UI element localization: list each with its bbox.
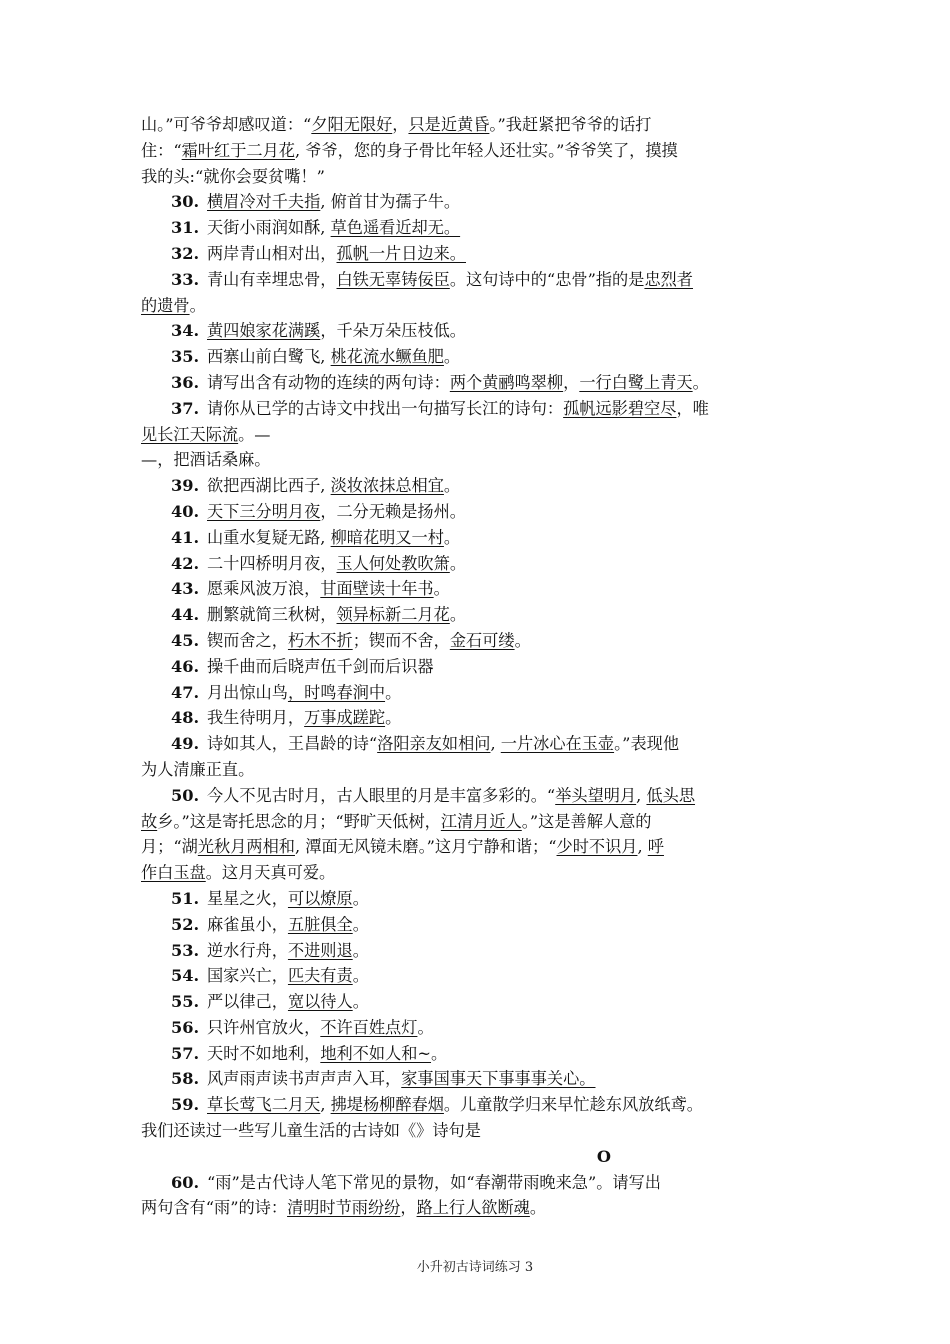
- question-text: 星星之火，: [207, 888, 288, 908]
- text-line: [141, 886, 811, 912]
- text-line: [141, 241, 811, 267]
- answer-text: 两个黄鹂鸣翠柳: [449, 372, 564, 392]
- item-number: 47.: [171, 682, 200, 702]
- question-text: 我的头:“就你会耍贫嘴！”: [141, 166, 325, 186]
- answer-text: 拂堤杨柳醉春烟: [330, 1095, 444, 1115]
- item-number: 42.: [171, 553, 200, 573]
- text-line: [141, 783, 811, 809]
- text-line: [141, 912, 811, 938]
- text-line: [141, 473, 811, 499]
- answer-text: 清明时节雨纷纷: [287, 1198, 401, 1218]
- question-text: 我生待明月，: [207, 708, 305, 728]
- item-number: 30.: [171, 192, 200, 212]
- question-text: 。: [385, 708, 402, 728]
- answer-text: 朽木不折: [287, 630, 353, 650]
- question-text: 。: [433, 579, 450, 599]
- item-number: 49.: [171, 734, 200, 754]
- text-line: [141, 1118, 811, 1144]
- answer-text: 孤帆一片日边来。: [336, 243, 466, 263]
- question-text: , 俯首甘为孺子牛。: [320, 192, 461, 212]
- item-number: 54.: [171, 966, 200, 986]
- question-text: 天街小雨润如酥,: [207, 218, 331, 238]
- question-text: 。: [417, 1017, 434, 1037]
- item-number: 45.: [171, 630, 200, 650]
- question-text: 二十四桥明月夜，: [207, 553, 337, 573]
- question-text: 。: [352, 992, 369, 1012]
- answer-text: 洛阳亲友如相问: [377, 734, 491, 754]
- question-text: 只许州官放火，: [207, 1017, 321, 1037]
- item-number: 36.: [171, 372, 200, 392]
- question-text: 严以律己，: [207, 992, 288, 1012]
- text-line: [141, 731, 811, 757]
- question-text: ，千朵万朵压枝低。: [320, 321, 466, 341]
- text-line: [141, 396, 811, 422]
- answer-text: 草长莺飞二月天: [207, 1095, 321, 1115]
- text-line: [141, 628, 811, 654]
- answer-text: 横眉冷对千夫指: [207, 192, 321, 212]
- question-text: 我们还读过一些写儿童生活的古诗如《》诗句是: [141, 1121, 481, 1141]
- question-text: ,: [320, 1095, 331, 1115]
- text-line: [141, 1015, 811, 1041]
- answer-text: 一片冰心在玉壶: [500, 734, 615, 754]
- text-line: [141, 344, 811, 370]
- question-text: 风声雨声读书声声声入耳，: [207, 1069, 402, 1089]
- answer-text: 只是近黄昏: [408, 115, 490, 134]
- question-text: 欲把西湖比西子,: [207, 476, 331, 496]
- item-number: 39.: [171, 476, 200, 496]
- question-text: 今人不见古时月，古人眼里的月是丰富多彩的。“: [207, 785, 556, 805]
- question-text: 国家兴亡，: [207, 966, 288, 986]
- question-text: 天时不如地利，: [207, 1043, 321, 1063]
- text-line: [141, 680, 811, 706]
- question-text: ；锲而不舍，: [352, 630, 450, 650]
- item-number: 46.: [171, 656, 200, 676]
- item-number: 52.: [171, 914, 200, 934]
- question-text: ，唯: [676, 398, 709, 418]
- question-text: 。: [431, 1043, 448, 1063]
- question-text: O: [596, 1146, 611, 1166]
- question-text: ，二分无赖是扬州。: [320, 501, 466, 521]
- answer-text: 见长江天际流: [141, 424, 239, 444]
- text-line: [141, 189, 811, 215]
- question-text: 山。”可爷爷却感叹道：“: [141, 115, 312, 134]
- item-number: 59.: [171, 1095, 200, 1115]
- question-text: 。: [443, 476, 461, 496]
- question-text: 。: [449, 605, 466, 625]
- text-line: [141, 164, 811, 190]
- text-line: [141, 1144, 811, 1170]
- question-text: 逆水行舟，: [207, 940, 288, 960]
- text-line: [141, 989, 811, 1015]
- text-line: [141, 834, 811, 860]
- question-text: 。儿童散学归来早忙趁东风放纸鸢。: [443, 1095, 703, 1115]
- answer-text: 甘面壁读十年书: [320, 579, 434, 599]
- answer-text: 柳暗花明又一村: [330, 527, 444, 547]
- text-line: [141, 293, 811, 319]
- question-text: 愿乘风波万浪，: [207, 579, 321, 599]
- answer-text: 江清月近人: [440, 811, 522, 831]
- answer-text: 地利不如人和~: [320, 1043, 432, 1063]
- answer-text: ，时鸣春涧中: [287, 682, 386, 702]
- question-text: 。: [352, 914, 369, 934]
- answer-text: 五脏俱全: [287, 914, 353, 934]
- question-text: —，把酒话桑麻。: [141, 450, 271, 470]
- text-line: [141, 112, 811, 138]
- question-text: 操千曲而后晓声伍千剑而后识器: [207, 656, 434, 676]
- question-text: ,: [490, 734, 501, 754]
- question-text: ，: [392, 115, 409, 134]
- text-line: [141, 447, 811, 473]
- question-text: 。: [449, 553, 466, 573]
- question-text: 。”表现他: [614, 734, 680, 754]
- answer-text: 家事国事天下事事事关心。: [401, 1069, 596, 1089]
- item-number: 43.: [171, 579, 200, 599]
- text-line: [141, 860, 811, 886]
- answer-text: 可以燎原: [287, 888, 353, 908]
- item-number: 48.: [171, 708, 200, 728]
- text-line: [141, 525, 811, 551]
- answer-text: 领异标新二月花: [336, 605, 450, 625]
- question-text: ,: [636, 785, 647, 805]
- answer-text: 金石可缕: [449, 630, 515, 650]
- text-line: [141, 370, 811, 396]
- text-line: [141, 318, 811, 344]
- item-number: 60.: [171, 1172, 200, 1192]
- question-text: 。”这是善解人意的: [521, 811, 652, 831]
- item-number: 32.: [171, 243, 200, 263]
- answer-text: 夕阳无限好: [311, 115, 393, 134]
- question-text: ,: [637, 837, 648, 857]
- answer-text: 白铁无辜铸佞臣: [336, 269, 450, 289]
- page-footer: 小升初古诗词练习 3: [416, 1260, 534, 1275]
- answer-text: 匹夫有责: [287, 966, 353, 986]
- question-text: 。: [692, 372, 709, 392]
- question-text: 乡。”这是寄托思念的月；“野旷天低树，: [157, 811, 441, 831]
- question-text: 。: [352, 888, 369, 908]
- item-number: 58.: [171, 1069, 200, 1089]
- question-text: 青山有幸埋忠骨，: [207, 269, 337, 289]
- document-body: [141, 112, 811, 1221]
- question-text: , 爷爷，您的身子骨比年轻人还壮实。”爷爷笑了，摸摸: [294, 140, 678, 160]
- question-text: 两句含有“雨”的诗：: [141, 1198, 288, 1218]
- answer-text: 少时不识月: [556, 837, 638, 857]
- answer-text: 万事成蹉跎: [304, 708, 386, 728]
- question-text: “雨”是古代诗人笔下常见的景物，如“春潮带雨晚来急”。请写出: [207, 1172, 661, 1192]
- answer-text: 作白玉盘: [141, 863, 206, 883]
- text-line: [141, 1092, 811, 1118]
- item-number: 44.: [171, 605, 200, 625]
- question-text: 。: [352, 940, 369, 960]
- answer-text: 一行白鹭上青天: [579, 372, 693, 392]
- item-number: 40.: [171, 501, 200, 521]
- question-text: 。: [529, 1198, 547, 1218]
- answer-text: 孤帆远影碧空尽: [563, 398, 677, 418]
- answer-text: 不许百姓点灯: [320, 1017, 418, 1037]
- answer-text: 黄四娘家花满蹊: [207, 321, 321, 341]
- text-line: [141, 1066, 811, 1092]
- text-line: [141, 267, 811, 293]
- item-number: 31.: [171, 218, 200, 238]
- question-text: 月；“湖: [141, 837, 198, 857]
- answer-text: 不进则退: [287, 940, 353, 960]
- question-text: 。: [443, 527, 461, 547]
- text-line: [141, 705, 811, 731]
- question-text: , 潭面无风镜未磨。”这月宁静和谐；“: [294, 837, 557, 857]
- text-line: [141, 1041, 811, 1067]
- text-line: [141, 809, 811, 835]
- text-line: [141, 757, 811, 783]
- question-text: 。: [385, 682, 402, 702]
- answer-text: 路上行人欲断魂: [416, 1198, 530, 1218]
- item-number: 57.: [171, 1043, 200, 1063]
- question-text: 请写出含有动物的连续的两句诗：: [207, 372, 450, 392]
- question-text: 西寨山前白鹭飞,: [207, 347, 331, 367]
- item-number: 55.: [171, 992, 200, 1012]
- question-text: 两岸青山相对出，: [207, 243, 337, 263]
- question-text: 。: [189, 295, 206, 315]
- text-line: [141, 576, 811, 602]
- question-text: 删繁就简三秋树，: [207, 605, 337, 625]
- item-number: 33.: [171, 269, 200, 289]
- answer-text: 淡妆浓抹总相宜: [330, 476, 444, 496]
- answer-text: 草色遥看近却无。: [330, 218, 461, 238]
- question-text: 。这月天真可爱。: [205, 863, 336, 883]
- answer-text: 的遗骨: [141, 295, 190, 315]
- text-line: [141, 138, 811, 164]
- question-text: 。: [443, 347, 461, 367]
- item-number: 37.: [171, 398, 200, 418]
- item-number: 50.: [171, 785, 200, 805]
- question-text: 诗如其人，王昌龄的诗“: [207, 734, 378, 754]
- item-number: 35.: [171, 347, 200, 367]
- question-text: 为人清廉正直。: [141, 759, 255, 779]
- question-text: 锲而舍之，: [207, 630, 288, 650]
- question-text: 住：“: [141, 140, 182, 160]
- text-line: [141, 1195, 811, 1221]
- text-line: [141, 1170, 811, 1196]
- question-text: 麻雀虽小，: [207, 914, 288, 934]
- answer-text: 举头望明月: [555, 785, 637, 805]
- item-number: 51.: [171, 888, 200, 908]
- item-number: 53.: [171, 940, 200, 960]
- question-text: 月出惊山鸟: [207, 682, 288, 702]
- text-line: [141, 499, 811, 525]
- text-line: [141, 654, 811, 680]
- text-line: [141, 215, 811, 241]
- question-text: 。这句诗中的“忠骨”指的是: [449, 269, 645, 289]
- question-text: ，: [563, 372, 580, 392]
- answer-text: 玉人何处教吹箫: [336, 553, 450, 573]
- answer-text: 忠烈者: [644, 269, 693, 289]
- question-text: 。: [352, 966, 369, 986]
- answer-text: 低头思: [646, 785, 696, 805]
- item-number: 41.: [171, 527, 200, 547]
- text-line: [141, 938, 811, 964]
- item-number: 34.: [171, 321, 200, 341]
- text-line: [141, 602, 811, 628]
- text-line: [141, 963, 811, 989]
- answer-text: 光秋月两相和: [197, 837, 295, 857]
- answer-text: 呼: [647, 837, 664, 857]
- answer-text: 霜叶红于二月花: [181, 140, 295, 160]
- item-number: 56.: [171, 1017, 200, 1037]
- answer-text: 桃花流水鳜鱼肥: [330, 347, 444, 367]
- text-line: [141, 551, 811, 577]
- question-text: ，: [400, 1198, 417, 1218]
- answer-text: 宽以待人: [287, 992, 353, 1012]
- answer-text: 天下三分明月夜: [207, 501, 321, 521]
- question-text: 。”我赶紧把爷爷的话打: [489, 115, 652, 134]
- question-text: 山重水复疑无路,: [207, 527, 331, 547]
- question-text: 。: [514, 630, 531, 650]
- text-line: [141, 422, 811, 448]
- question-text: 请你从已学的古诗文中找出一句描写长江的诗句：: [207, 398, 564, 418]
- question-text: 。—: [238, 424, 271, 444]
- answer-text: 故: [141, 811, 158, 831]
